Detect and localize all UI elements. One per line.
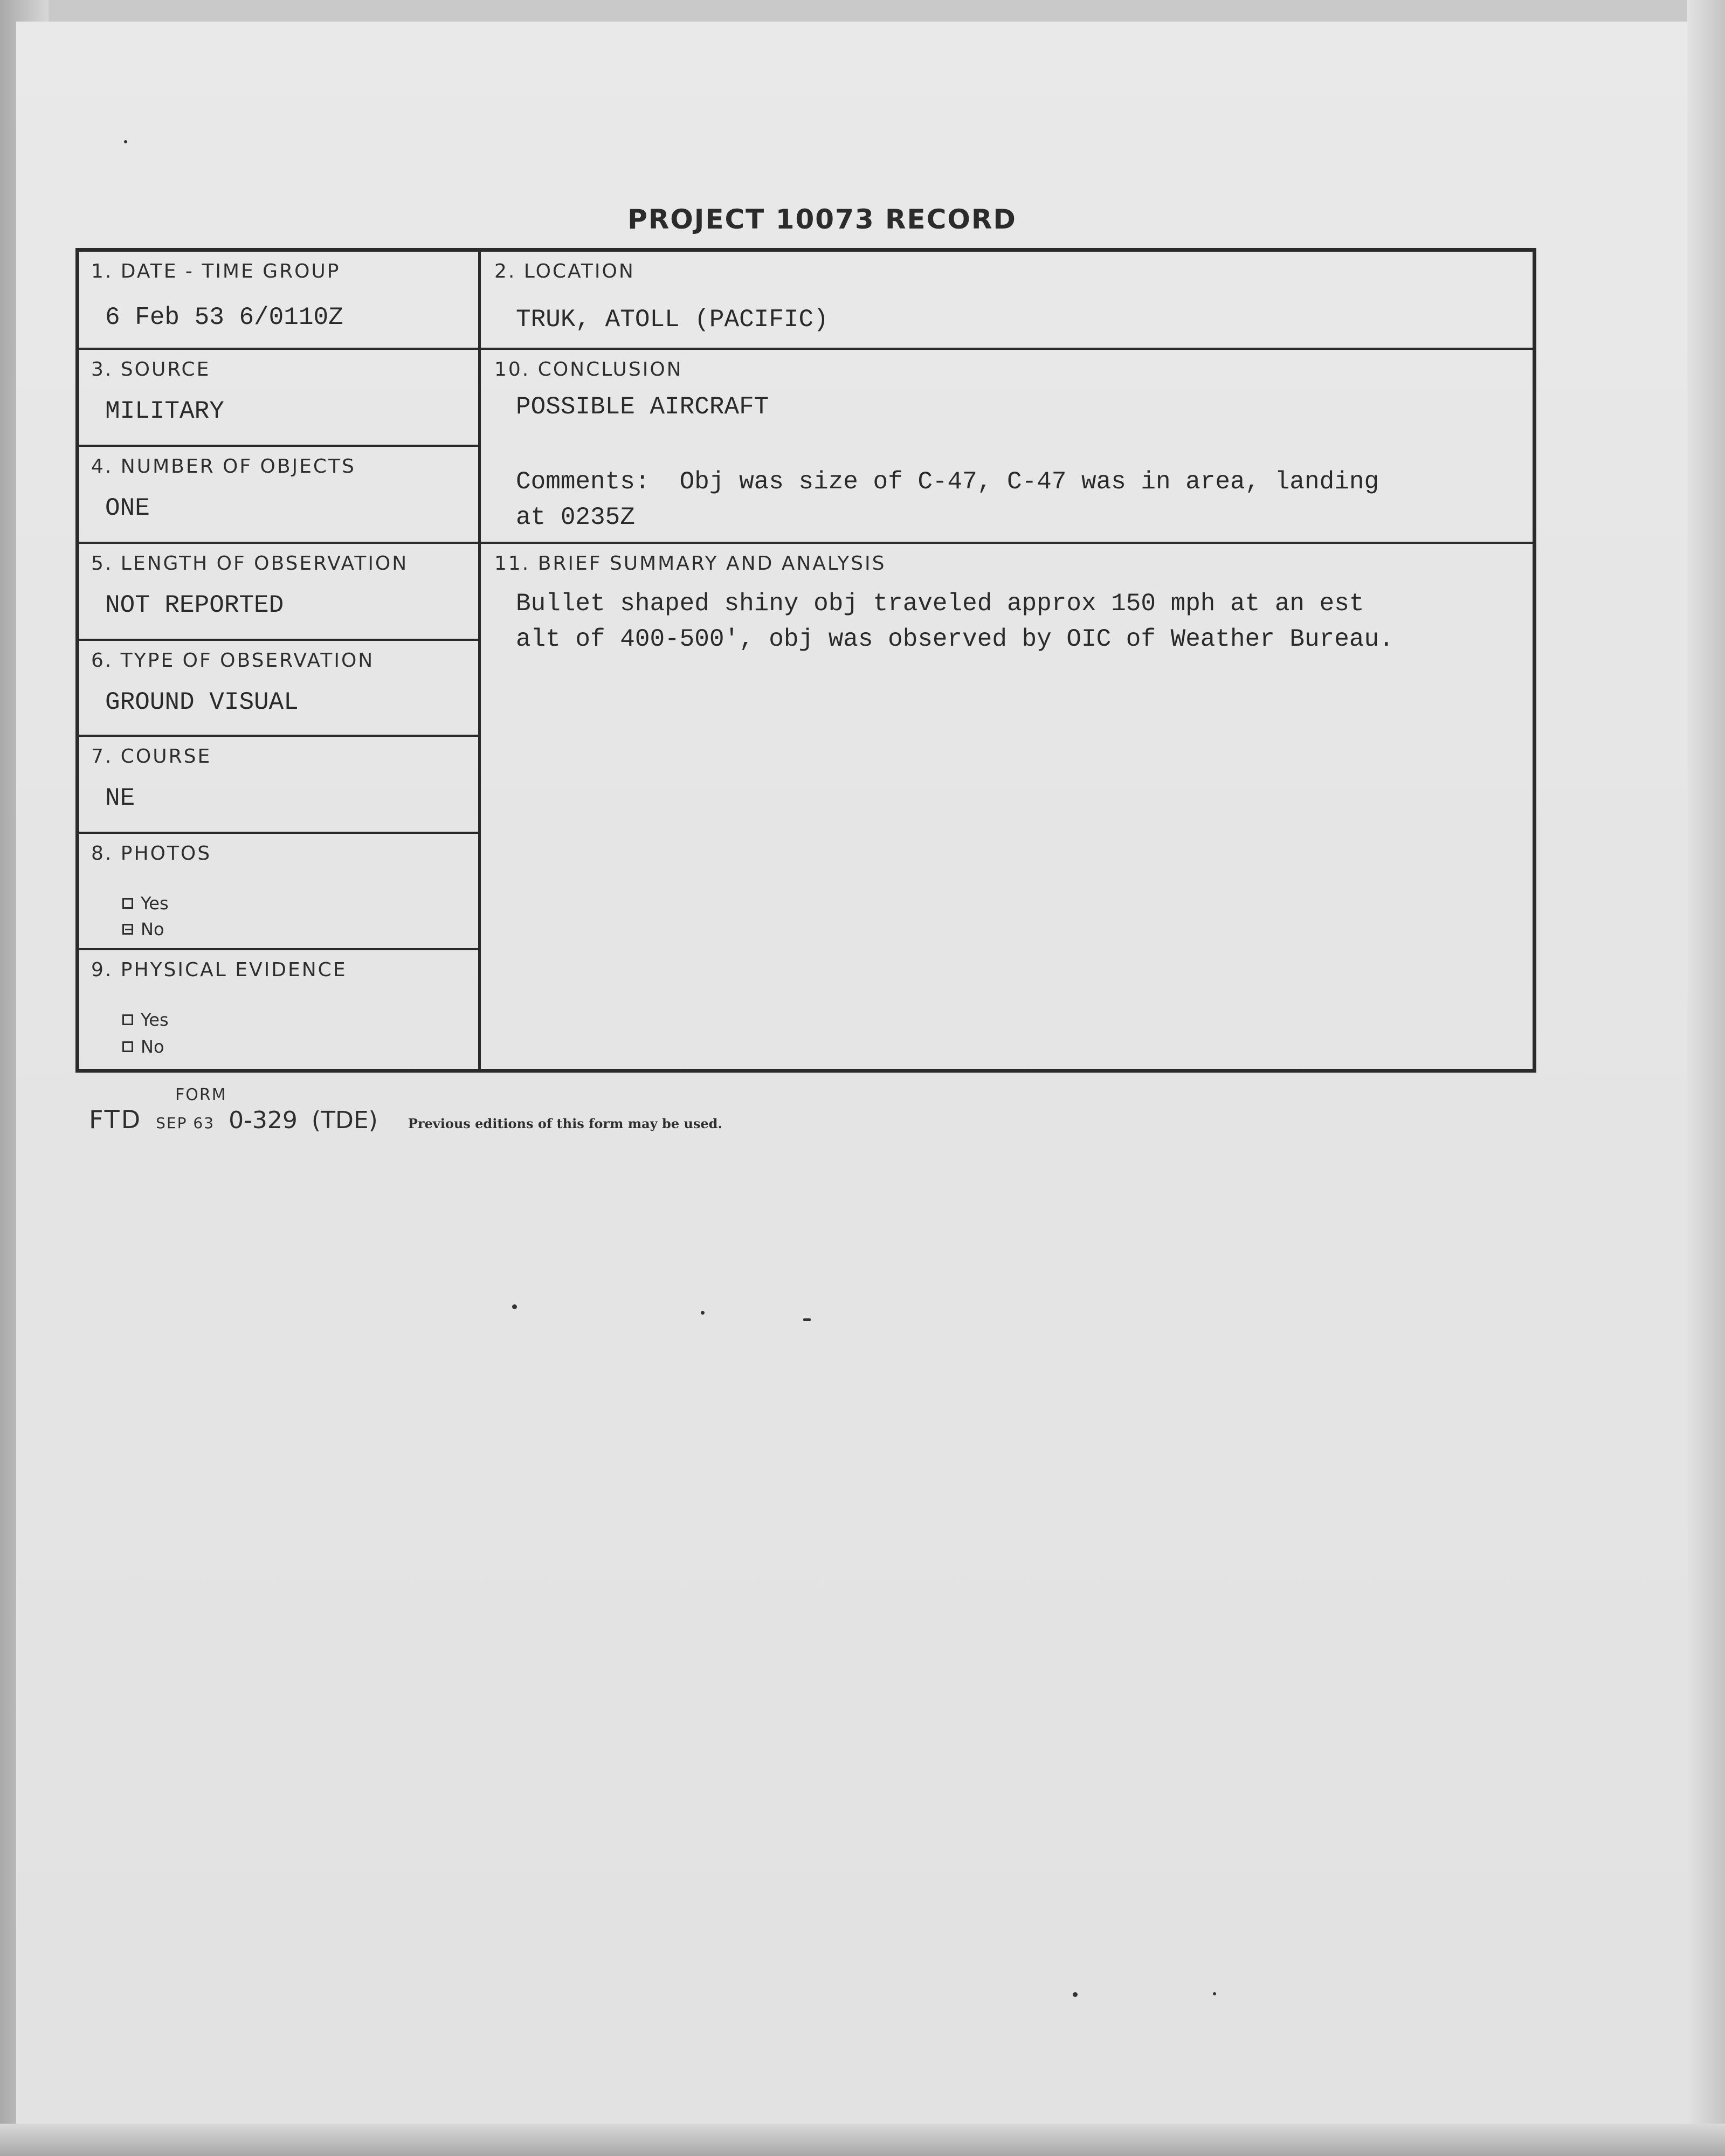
form-footer <box>89 1105 722 1134</box>
length-of-observation-label: 5. LENGTH OF OBSERVATION <box>91 552 409 575</box>
photos-no-option[interactable] <box>122 919 164 939</box>
record-title: PROJECT 10073 RECORD <box>627 204 1017 235</box>
row-divider-5 <box>79 735 479 737</box>
record-form <box>75 248 1536 1073</box>
scan-speck <box>512 1304 517 1309</box>
row-divider-1 <box>79 348 1533 350</box>
row-divider-3 <box>79 542 1533 544</box>
physical-evidence-no-checkbox[interactable] <box>122 1041 133 1052</box>
physical-evidence-yes-label: Yes <box>141 1010 169 1030</box>
row-divider-7 <box>79 948 479 950</box>
scan-speck <box>124 140 127 143</box>
scan-speck <box>1073 1992 1078 1997</box>
physical-evidence-no-label: No <box>141 1036 164 1057</box>
photos-no-label: No <box>141 919 164 939</box>
summary-text: Bullet shaped shiny obj traveled approx 150 mph at an est alt of 400-500', obj was observed by OIC of Weather Bureau. <box>516 590 1394 653</box>
footer-form-word: FORM <box>175 1086 227 1104</box>
course-label: 7. COURSE <box>91 745 212 768</box>
row-divider-4 <box>79 639 479 641</box>
number-of-objects-value: ONE <box>105 494 150 522</box>
photos-no-checkbox[interactable] <box>122 924 133 935</box>
footer-previous-editions: Previous editions of this form may be used. <box>408 1116 722 1131</box>
number-of-objects-label: 4. NUMBER OF OBJECTS <box>91 455 356 478</box>
row-divider-6 <box>79 832 479 834</box>
date-time-label: 1. DATE - TIME GROUP <box>91 260 341 282</box>
type-of-observation-label: 6. TYPE OF OBSERVATION <box>91 649 375 672</box>
physical-evidence-yes-checkbox[interactable] <box>122 1014 133 1025</box>
conclusion-value: POSSIBLE AIRCRAFT <box>516 393 769 421</box>
scan-right-edge <box>1687 0 1725 2156</box>
length-of-observation-value: NOT REPORTED <box>105 591 284 619</box>
row-divider-2 <box>79 445 479 447</box>
footer-tde: (TDE) <box>311 1107 378 1134</box>
conclusion-comments: Comments: Obj was size of C-47, C-47 was in area, landing at 0235Z <box>516 468 1379 531</box>
date-time-value: 6 Feb 53 6/0110Z <box>105 303 343 331</box>
source-label: 3. SOURCE <box>91 358 211 381</box>
course-value: NE <box>105 784 135 812</box>
physical-evidence-yes-option[interactable] <box>122 1010 169 1030</box>
location-label: 2. LOCATION <box>494 260 635 282</box>
scan-speck <box>803 1318 811 1321</box>
physical-evidence-no-option[interactable] <box>122 1036 164 1057</box>
physical-evidence-label: 9. PHYSICAL EVIDENCE <box>91 959 347 981</box>
footer-ftd: FTD <box>89 1105 142 1134</box>
column-divider <box>478 252 481 1069</box>
footer-sep-date: SEP 63 <box>156 1114 215 1132</box>
scan-speck <box>701 1311 705 1315</box>
source-value: MILITARY <box>105 397 224 425</box>
type-of-observation-value: GROUND VISUAL <box>105 688 299 716</box>
photos-yes-label: Yes <box>141 893 169 914</box>
summary-label: 11. BRIEF SUMMARY AND ANALYSIS <box>494 552 886 575</box>
photos-yes-option[interactable] <box>122 893 169 914</box>
photos-label: 8. PHOTOS <box>91 842 212 865</box>
scan-speck <box>1213 1992 1216 1995</box>
conclusion-label: 10. CONCLUSION <box>494 358 683 381</box>
photos-yes-checkbox[interactable] <box>122 898 133 909</box>
scan-bottom-edge <box>0 2124 1725 2156</box>
footer-form-number: 0-329 <box>229 1107 298 1134</box>
location-value: TRUK, ATOLL (PACIFIC) <box>516 306 829 334</box>
